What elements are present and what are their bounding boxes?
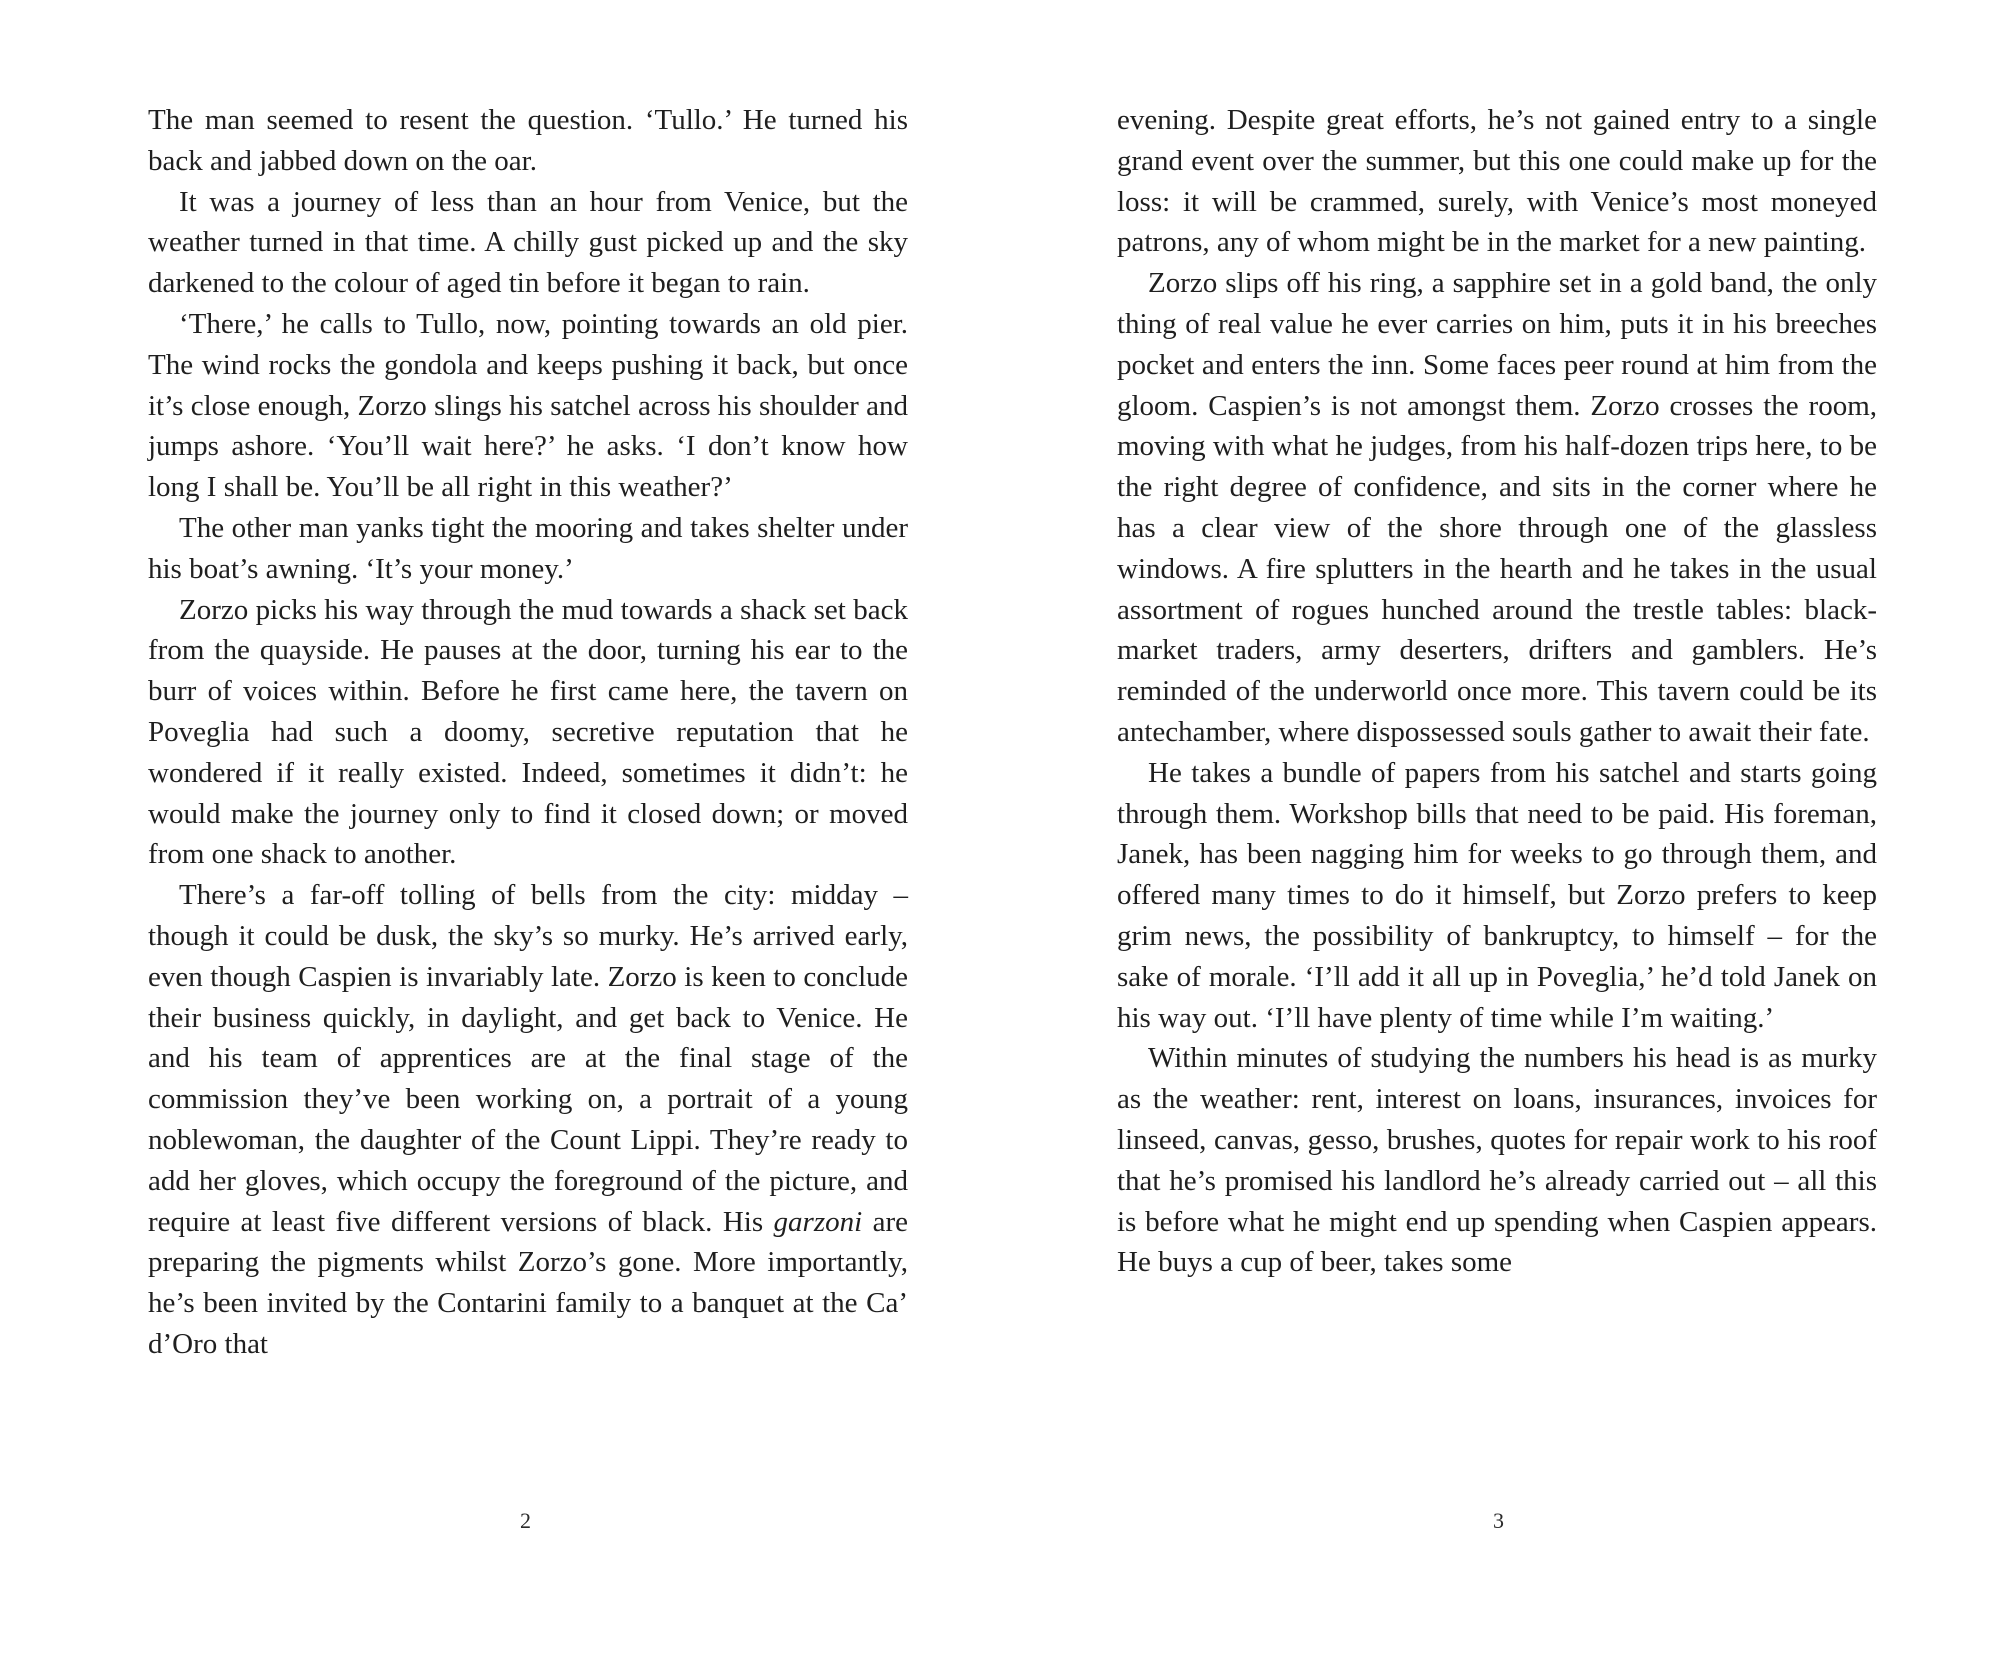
paragraph: It was a journey of less than an hour from Venice, but the weather turned in that time. A chilly gust picked up and the sky darkened to the colour of aged tin before it began to rain. <box>148 185 908 300</box>
paragraph-text: There’s a far-off tolling of bells from the city: midday – though it could be dusk, the sky’s so murky. He’s arrived early, even though Caspien is invariably late. Zorzo is keen to conclude their business quickly, in daylight, and get back to Venice. He and his team of apprentices are at the final stage of the commission they’ve been working on, a portrait of a young noblewoman, the daughter of the Count Lippi. They’re ready to add her gloves, which occupy the foreground of the picture, and require at least five different versions of black. His <box>148 879 908 1238</box>
page-number: 2 <box>520 1508 531 1533</box>
paragraph: Zorzo picks his way through the mud towards a shack set back from the quayside. He pauses at the door, turning his ear to the burr of voices within. Before he first came here, the tavern on Poveglia had such a doomy, secretive reputation that he wondered if it really existed. Indeed, sometimes it didn’t: he would make the journey only to find it closed down; or moved from one shack to another. <box>148 593 908 871</box>
paragraph: The other man yanks tight the mooring and takes shelter under his boat’s awning. ‘It’s your money.’ <box>148 511 908 585</box>
paragraph <box>148 875 908 1365</box>
paragraph: Within minutes of studying the numbers his head is as murky as the weather: rent, interest on loans, insurances, invoices for linseed, canvas, gesso, brushes, quotes for repair work to his roof that he’s promised his landlord he’s already carried out – all this is before what he might end up spending when Caspien appears. He buys a cup of beer, takes some <box>1117 1042 1877 1279</box>
right-page <box>1117 100 1877 1283</box>
paragraph-text: are preparing the pigments whilst Zorzo’s gone. More importantly, he’s been invited by the Contarini family to a banquet at the Ca’ d’Oro that <box>148 1205 908 1360</box>
paragraph: Zorzo slips off his ring, a sapphire set in a gold band, the only thing of real value he ever carries on him, puts it in his breeches pocket and enters the inn. Some faces peer round at him from the gloom. Caspien’s is not amongst them. Zorzo crosses the room, moving with what he judges, from his half-dozen trips here, to be the right degree of confidence, and sits in the corner where he has a clear view of the shore through one of the glassless windows. A fire splutters in the hearth and he takes in the usual assortment of rogues hunched around the trestle tables: black-market traders, army deserters, drifters and gamblers. He’s reminded of the underworld once more. This tavern could be its antechamber, where dispossessed souls gather to await their fate. <box>1117 267 1877 748</box>
paragraph: The man seemed to resent the question. ‘Tullo.’ He turned his back and jabbed down on the oar. <box>148 104 908 177</box>
italic-term: garzoni <box>773 1205 863 1238</box>
page-number: 3 <box>1493 1508 1504 1533</box>
paragraph: ‘There,’ he calls to Tullo, now, pointing towards an old pier. The wind rocks the gondola and keeps pushing it back, but once it’s close enough, Zorzo slings his satchel across his shoulder and jumps ashore. ‘You’ll wait here?’ he asks. ‘I don’t know how long I shall be. You’ll be all right in this weather?’ <box>148 307 908 504</box>
paragraph: evening. Despite great efforts, he’s not gained entry to a single grand event over the summer, but this one could make up for the loss: it will be crammed, surely, with Venice’s most moneyed patrons, any of whom might be in the market for a new painting. <box>1117 104 1877 259</box>
left-page <box>148 100 908 1365</box>
paragraph: He takes a bundle of papers from his satchel and starts going through them. Workshop bills that need to be paid. His foreman, Janek, has been nagging him for weeks to go through them, and offered many times to do it himself, but Zorzo prefers to keep grim news, the possibility of bankruptcy, to himself – for the sake of morale. ‘I’ll add it all up in Poveglia,’ he’d told Janek on his way out. ‘I’ll have plenty of time while I’m waiting.’ <box>1117 756 1877 1034</box>
